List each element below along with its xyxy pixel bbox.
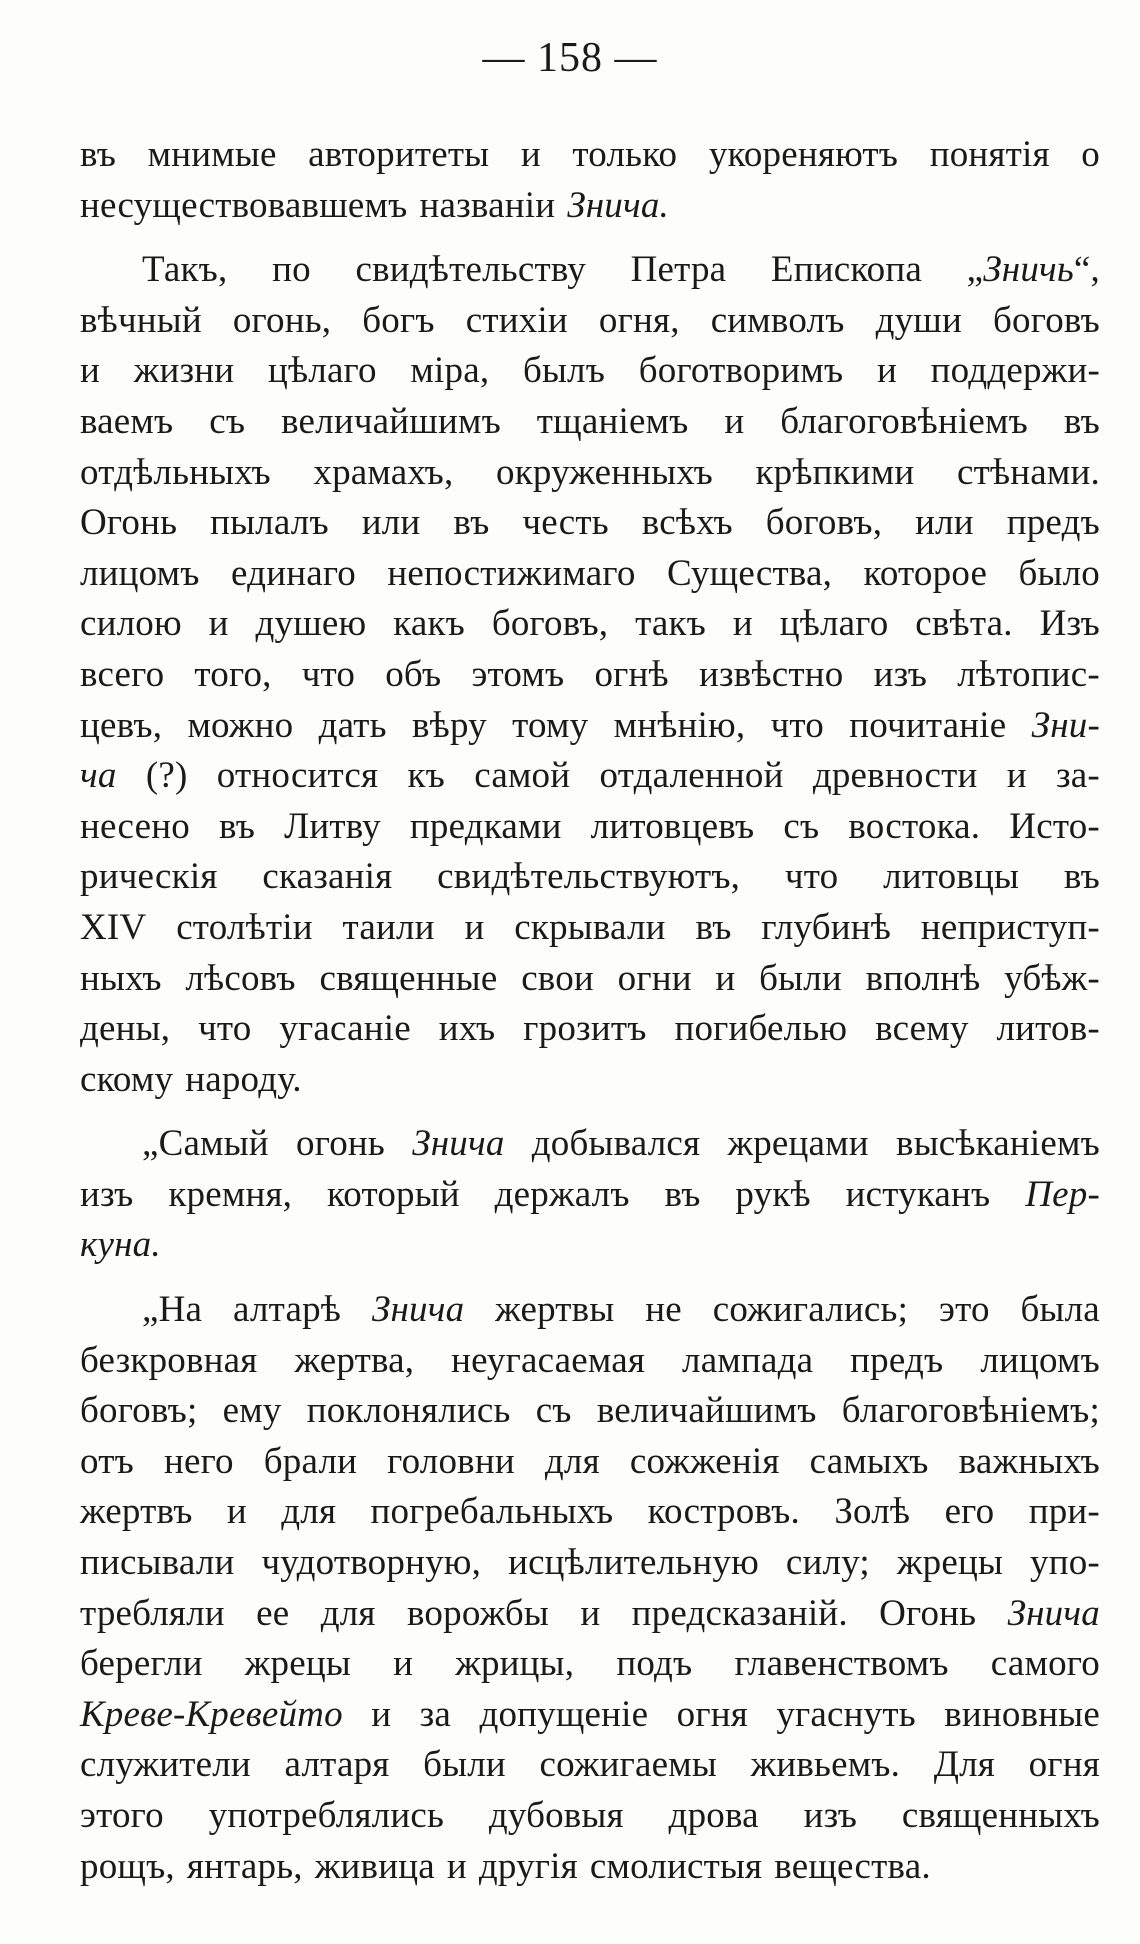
word: огни xyxy=(617,957,692,999)
word: исцѣлительную xyxy=(508,1542,759,1584)
word: скрывали xyxy=(514,906,666,948)
text-line xyxy=(80,1842,1100,1893)
text-line xyxy=(80,1055,1100,1106)
word: и xyxy=(393,1643,414,1685)
word: грозитъ xyxy=(523,1008,647,1050)
word: этомъ xyxy=(471,653,565,695)
word: символъ xyxy=(710,299,845,341)
word: авторитеты xyxy=(308,134,490,175)
word: свѣта. xyxy=(915,603,1013,645)
word: ваемъ xyxy=(80,400,174,442)
word: извѣстно xyxy=(698,653,844,695)
word: дать xyxy=(318,704,387,746)
word: живица xyxy=(314,1845,435,1887)
word xyxy=(1025,1170,1100,1221)
word: добывался xyxy=(531,1123,701,1165)
word: высѣканіемъ xyxy=(896,1123,1100,1165)
word: дены, xyxy=(80,1008,171,1050)
word: изъ xyxy=(80,1173,134,1215)
word: съ xyxy=(535,1390,572,1432)
word: что xyxy=(770,704,824,746)
text-line xyxy=(80,397,1100,448)
paragraph-gap xyxy=(80,231,1100,245)
word: глубинѣ xyxy=(761,906,892,948)
word: единаго xyxy=(231,552,356,594)
word: берегли xyxy=(80,1643,203,1685)
word: жертвы xyxy=(495,1289,615,1331)
word: непостижимаго xyxy=(387,552,636,594)
word: и xyxy=(80,350,101,392)
word: названіи xyxy=(419,184,556,226)
word: сказанія xyxy=(262,856,393,898)
word: несуществовавшемъ xyxy=(80,184,408,226)
word: и xyxy=(1006,755,1027,797)
word: была xyxy=(1020,1289,1100,1331)
word: и xyxy=(208,603,229,645)
word: что xyxy=(301,653,356,695)
word: ныхъ xyxy=(80,957,162,999)
word: литов- xyxy=(996,1008,1100,1050)
word: и xyxy=(226,1491,247,1533)
word: самой xyxy=(474,755,571,797)
text-line xyxy=(80,498,1100,549)
word: всего xyxy=(80,653,165,695)
word: что xyxy=(198,1008,252,1050)
word: который xyxy=(326,1173,460,1215)
word: лѣтопис- xyxy=(957,653,1100,695)
word: въ xyxy=(664,1173,701,1215)
word: Епископа xyxy=(770,249,922,291)
word: о xyxy=(1081,134,1100,175)
page-text xyxy=(80,130,1100,1892)
word: сожигались; xyxy=(712,1289,909,1331)
word: въ xyxy=(80,134,117,175)
text-line xyxy=(80,1538,1100,1589)
word: погибелью xyxy=(674,1008,848,1050)
word: для xyxy=(544,1440,600,1482)
word: при- xyxy=(1028,1491,1100,1533)
word: огня xyxy=(676,1693,748,1735)
word: востока. xyxy=(848,805,981,847)
word: и xyxy=(580,1592,601,1634)
word: душею xyxy=(255,603,367,645)
word: Петра xyxy=(630,249,727,291)
word: міра, xyxy=(410,350,490,392)
word xyxy=(1032,701,1100,752)
word: цѣлаго xyxy=(267,350,377,392)
word: дубовыя xyxy=(488,1795,624,1836)
word: Огонь xyxy=(879,1592,977,1634)
word: вѣчный xyxy=(80,299,202,341)
word: писывали xyxy=(80,1542,235,1584)
text-line xyxy=(80,701,1100,752)
word: жрецами xyxy=(727,1123,869,1165)
text-line xyxy=(80,599,1100,650)
word: за xyxy=(419,1693,452,1735)
word: какъ xyxy=(393,603,465,645)
word: ихъ xyxy=(438,1008,496,1050)
text-line xyxy=(80,802,1100,853)
word: тщаніемъ xyxy=(536,400,689,442)
word: для xyxy=(320,1592,376,1634)
word: предсказаній. xyxy=(631,1592,848,1634)
word: цѣлаго xyxy=(779,603,889,645)
word: головни xyxy=(387,1440,515,1482)
text-line xyxy=(80,954,1100,1005)
word: для xyxy=(281,1491,337,1533)
word: силою xyxy=(80,603,182,645)
word: свидѣтельствуютъ, xyxy=(437,856,741,898)
word: въ xyxy=(453,502,490,544)
word: держалъ xyxy=(494,1173,630,1215)
word: и xyxy=(876,350,897,392)
word: Золѣ xyxy=(834,1491,911,1533)
word: богъ xyxy=(362,299,435,341)
word: въ xyxy=(1063,400,1100,442)
word: поклонялись xyxy=(306,1390,511,1432)
word: крѣпкими xyxy=(755,451,915,493)
word: стѣнами. xyxy=(956,451,1100,493)
word: брали xyxy=(263,1440,358,1482)
word: костровъ. xyxy=(647,1491,800,1533)
text-line xyxy=(80,346,1100,397)
word: кремня, xyxy=(168,1173,293,1215)
word xyxy=(80,1690,343,1741)
word: чудотворную, xyxy=(261,1542,482,1584)
word xyxy=(80,751,117,802)
paragraph xyxy=(80,1119,1100,1271)
text-line xyxy=(80,130,1100,181)
word: боговъ; xyxy=(80,1390,198,1432)
word: огня, xyxy=(598,299,680,341)
word: или xyxy=(361,502,421,544)
word: жрецы xyxy=(896,1542,1004,1584)
italic-word: Зни- xyxy=(1031,704,1100,746)
text-line xyxy=(80,1285,1100,1336)
word: служители xyxy=(80,1744,251,1786)
word: и xyxy=(446,1845,467,1887)
word: литовцевъ xyxy=(590,805,755,847)
word: скому xyxy=(80,1058,174,1100)
text-line xyxy=(80,1639,1100,1690)
text-line xyxy=(80,181,1100,232)
text-line xyxy=(80,1170,1100,1221)
word: только xyxy=(572,134,678,175)
page-number: — 158 — xyxy=(482,35,658,81)
word: лицомъ xyxy=(80,552,200,594)
text-line xyxy=(80,1004,1100,1055)
word: и xyxy=(724,400,745,442)
word: не xyxy=(645,1289,682,1331)
word: и xyxy=(715,957,736,999)
word: огнѣ xyxy=(594,653,669,695)
word: жертва, xyxy=(294,1339,415,1381)
text-line xyxy=(80,1336,1100,1387)
word xyxy=(80,1220,161,1271)
word: пылалъ xyxy=(210,502,329,544)
word: смолистыя xyxy=(589,1845,763,1887)
italic-word: Зничь xyxy=(983,249,1074,291)
word: янтарь, xyxy=(186,1845,303,1887)
word: боговъ xyxy=(993,299,1100,341)
word: рукѣ xyxy=(735,1173,811,1215)
word: съ xyxy=(209,400,246,442)
text-line xyxy=(80,1437,1100,1488)
word: Изъ xyxy=(1039,603,1100,645)
word: въ xyxy=(218,805,256,847)
word: или xyxy=(915,502,974,544)
word: предъ xyxy=(850,1339,944,1381)
word: Такъ, xyxy=(142,249,228,291)
text-line xyxy=(80,1791,1100,1842)
word: вещества. xyxy=(774,1845,931,1887)
word: предъ xyxy=(1006,502,1100,544)
word: укореняютъ xyxy=(708,134,899,175)
word: и xyxy=(520,134,541,175)
italic-word: куна. xyxy=(80,1224,161,1266)
italic-word: Знича xyxy=(1007,1592,1100,1634)
word: угаснуть xyxy=(776,1693,916,1735)
word: литовцы xyxy=(883,856,1020,898)
word: упо- xyxy=(1030,1542,1100,1584)
word: жрицы, xyxy=(455,1643,575,1685)
word: требляли xyxy=(80,1592,225,1634)
word: употреблялись xyxy=(208,1795,445,1836)
word: отдаленной xyxy=(599,755,784,797)
word: окруженныхъ xyxy=(496,451,713,493)
word: лицомъ xyxy=(980,1339,1100,1381)
italic-word: Креве-Кревейто xyxy=(80,1693,343,1735)
word: самого xyxy=(990,1643,1100,1685)
word: рическія xyxy=(80,856,218,898)
word xyxy=(412,1119,504,1170)
word: „На xyxy=(142,1289,203,1331)
word: отъ xyxy=(80,1440,134,1482)
text-line xyxy=(80,751,1100,802)
word: свидѣтельству xyxy=(355,249,586,291)
word: сожженія xyxy=(629,1440,780,1482)
word: вполнѣ xyxy=(865,957,981,999)
word: величайшимъ xyxy=(281,400,501,442)
word: мнимые xyxy=(147,134,277,175)
word: него xyxy=(163,1440,234,1482)
word: священныхъ xyxy=(901,1795,1100,1836)
word: всѣхъ xyxy=(641,502,733,544)
paragraph xyxy=(80,130,1100,231)
word: безкровная xyxy=(80,1339,258,1381)
italic-word: Пер- xyxy=(1025,1173,1100,1215)
word: неугасаемая xyxy=(451,1339,646,1381)
word: мнѣнію, xyxy=(613,704,746,746)
word: того, xyxy=(194,653,272,695)
italic-word: Знича. xyxy=(567,184,669,226)
word: изъ xyxy=(803,1795,858,1836)
word: этого xyxy=(80,1795,164,1836)
word: сожигаемы xyxy=(539,1744,717,1786)
word: благоговѣніемъ; xyxy=(841,1390,1100,1432)
word: и xyxy=(371,1693,392,1735)
word: души xyxy=(875,299,962,341)
word: силу; xyxy=(785,1542,870,1584)
word: неприступ- xyxy=(920,906,1100,948)
word: всему xyxy=(875,1008,969,1050)
word: огонь, xyxy=(232,299,332,341)
word: важныхъ xyxy=(958,1440,1100,1482)
word: боготворимъ xyxy=(638,350,844,392)
word: самыхъ xyxy=(809,1440,929,1482)
word: столѣтіи xyxy=(176,906,313,948)
word: въ xyxy=(1063,856,1100,898)
word: это xyxy=(938,1289,990,1331)
italic-word: Знича xyxy=(412,1123,505,1165)
text-line xyxy=(80,245,1100,296)
word: въ xyxy=(695,906,732,948)
word: благоговѣніемъ xyxy=(780,400,1028,442)
text-line xyxy=(80,1589,1100,1640)
text-line xyxy=(80,549,1100,600)
word: стихіи xyxy=(465,299,568,341)
word: угасаніе xyxy=(279,1008,411,1050)
paragraph-gap xyxy=(80,1271,1100,1285)
word: огня xyxy=(1028,1744,1100,1786)
word: главенствомъ xyxy=(734,1643,949,1685)
word: его xyxy=(944,1491,995,1533)
word: боговъ, xyxy=(491,603,609,645)
word: истуканъ xyxy=(845,1173,991,1215)
word: величайшимъ xyxy=(596,1390,817,1432)
text-line xyxy=(80,852,1100,903)
paragraph xyxy=(80,245,1100,1105)
word: понятія xyxy=(929,134,1050,175)
word: XIV xyxy=(80,906,147,948)
text-line xyxy=(80,448,1100,499)
word: „Зничь“, xyxy=(966,249,1100,291)
word: предками xyxy=(409,805,562,847)
word: съ xyxy=(783,805,820,847)
word: народу. xyxy=(185,1058,302,1100)
word: такъ xyxy=(635,603,707,645)
word: Исто- xyxy=(1009,805,1100,847)
word: Литву xyxy=(284,805,381,847)
word: Для xyxy=(933,1744,996,1786)
word: боговъ, xyxy=(765,502,883,544)
word: что xyxy=(784,856,839,898)
word: древности xyxy=(812,755,978,797)
word: къ xyxy=(407,755,445,797)
word: погребальныхъ xyxy=(370,1491,614,1533)
word: честь xyxy=(522,502,609,544)
word: объ xyxy=(385,653,442,695)
word: которое xyxy=(863,552,988,594)
italic-word: Знича xyxy=(371,1289,465,1331)
italic-word: ча xyxy=(80,755,117,797)
word: свои xyxy=(521,957,594,999)
word: и xyxy=(732,603,753,645)
text-line xyxy=(80,650,1100,701)
word: ему xyxy=(222,1390,282,1432)
word: за- xyxy=(1055,755,1100,797)
word: лампада xyxy=(682,1339,814,1381)
text-line xyxy=(80,1119,1100,1170)
word: дрова xyxy=(668,1795,759,1836)
text-line xyxy=(80,1386,1100,1437)
word xyxy=(567,181,669,232)
word xyxy=(1008,1589,1100,1640)
word: тому xyxy=(512,704,589,746)
word: ее xyxy=(256,1592,290,1634)
word: Огонь xyxy=(80,502,178,544)
text-line xyxy=(80,1690,1100,1741)
word: священные xyxy=(319,957,498,999)
word: Существа, xyxy=(666,552,833,594)
paragraph-gap xyxy=(80,1105,1100,1119)
word: вѣру xyxy=(412,704,487,746)
word: по xyxy=(272,249,311,291)
word: „Самый xyxy=(142,1123,269,1165)
word: жизни xyxy=(133,350,235,392)
word: отдѣльныхъ xyxy=(80,451,271,493)
word: убѣж- xyxy=(1004,957,1100,999)
word: былъ xyxy=(522,350,606,392)
word: таили xyxy=(342,906,435,948)
word: лѣсовъ xyxy=(185,957,296,999)
word: живьемъ. xyxy=(750,1744,901,1786)
word: можно xyxy=(187,704,294,746)
word: рощъ, xyxy=(80,1845,175,1887)
word: виновные xyxy=(944,1693,1100,1735)
word: изъ xyxy=(873,653,928,695)
word: подъ xyxy=(616,1643,693,1685)
word: были xyxy=(759,957,842,999)
text-line xyxy=(80,903,1100,954)
word: и xyxy=(464,906,485,948)
text-line xyxy=(80,1740,1100,1791)
word: огонь xyxy=(296,1123,385,1165)
word xyxy=(372,1285,464,1336)
word: жертвъ xyxy=(80,1491,193,1533)
text-line xyxy=(80,296,1100,347)
text-line xyxy=(80,1220,1100,1271)
word: другія xyxy=(478,1845,578,1887)
word: храмахъ, xyxy=(313,451,454,493)
word: алтарѣ xyxy=(233,1289,342,1331)
word: относится xyxy=(216,755,379,797)
word: несено xyxy=(80,805,190,847)
word: жрецы xyxy=(244,1643,351,1685)
word: поддержи- xyxy=(930,350,1100,392)
word: допущеніе xyxy=(479,1693,649,1735)
word: были xyxy=(423,1744,506,1786)
word: было xyxy=(1018,552,1100,594)
text-line xyxy=(80,1487,1100,1538)
word: (?) xyxy=(145,755,188,797)
word: почитаніе xyxy=(849,704,1007,746)
paragraph xyxy=(80,1285,1100,1892)
word: алтаря xyxy=(284,1744,390,1786)
word: ворожбы xyxy=(407,1592,549,1634)
word: цевъ, xyxy=(80,704,163,746)
